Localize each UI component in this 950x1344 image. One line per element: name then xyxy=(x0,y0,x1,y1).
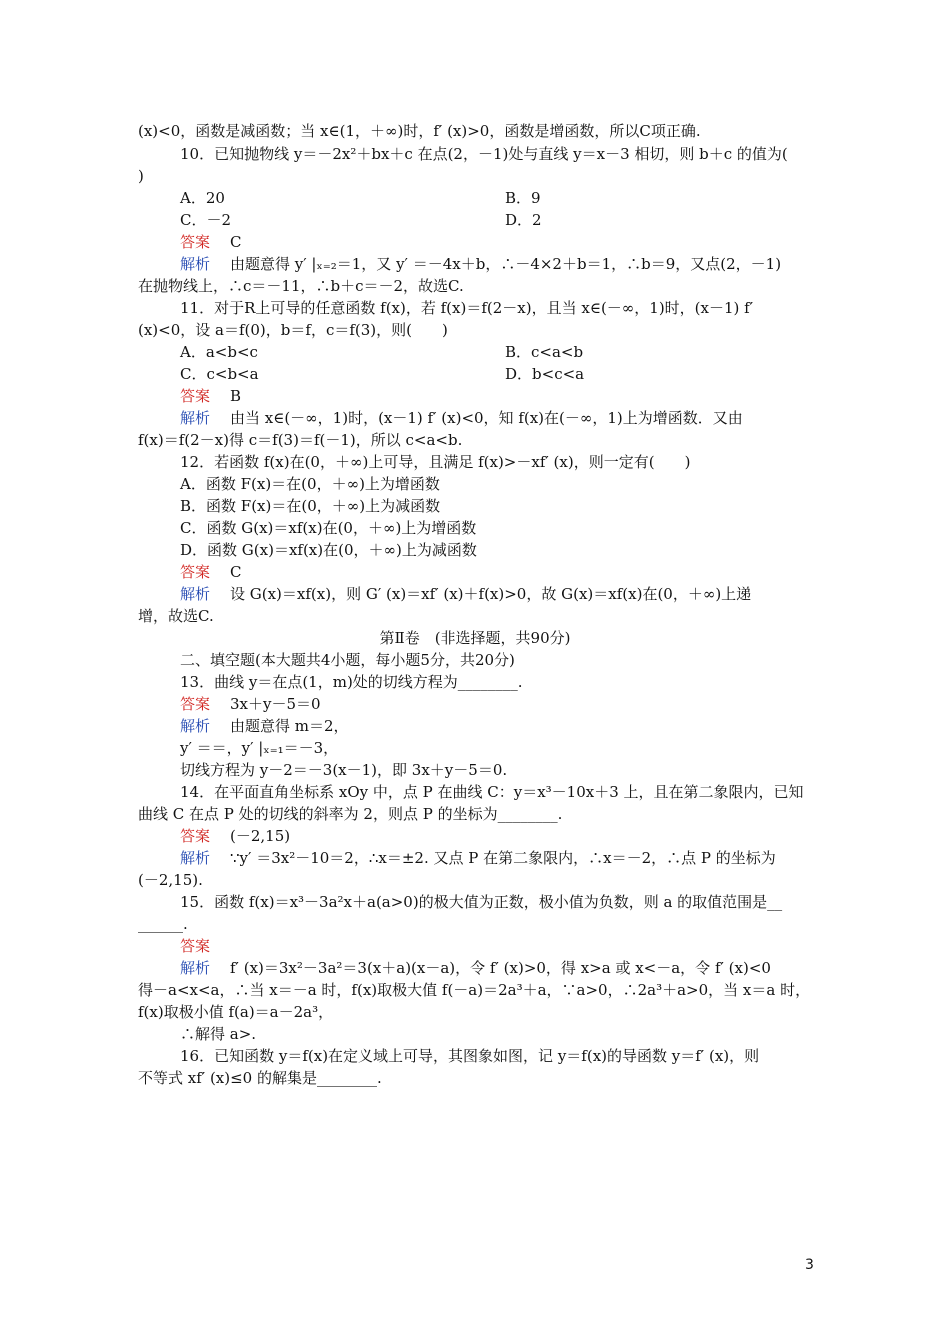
analysis-label: 解析 xyxy=(180,849,211,867)
answer-value: C xyxy=(230,233,242,251)
option-d: D．函数 G(x)＝xf(x)在(0，＋∞)上为减函数 xyxy=(180,541,477,559)
answer-line xyxy=(180,825,860,847)
analysis-line xyxy=(180,715,860,737)
analysis-label: 解析 xyxy=(180,717,211,735)
analysis-label: 解析 xyxy=(180,255,211,273)
text-line: 得－a<x<a，∴当 x＝－a 时，f(x)取极大值 f(－a)＝2a³＋a，∵a>0，∴2a³＋a>0，当 x＝a 时， xyxy=(138,981,811,999)
option-row xyxy=(180,209,860,231)
analysis-line xyxy=(180,957,860,979)
answer-value: 3x＋y－5＝0 xyxy=(230,695,321,713)
question-14: 14．在平面直角坐标系 xOy 中，点 P 在曲线 C：y＝x³－10x＋3 上，且在第二象限内，已知 xyxy=(180,783,804,801)
option-b: B．c<a<b xyxy=(505,343,584,361)
option-row xyxy=(180,363,860,385)
option-c: C．c<b<a xyxy=(180,365,259,383)
answer-line xyxy=(180,231,860,253)
analysis-text: 由题意得 m＝2， xyxy=(230,717,349,735)
analysis-label: 解析 xyxy=(180,585,211,603)
text-line: ______. xyxy=(138,915,188,933)
option-c: C．函数 G(x)＝xf(x)在(0，＋∞)上为增函数 xyxy=(180,519,477,537)
text-line: (x)<0，函数是减函数；当 x∈(1，＋∞)时，f′ (x)>0，函数是增函数，所以C项正确. xyxy=(138,122,701,140)
answer-label: 答案 xyxy=(180,695,211,713)
section-heading: 二、填空题(本大题共4小题，每小题5分，共20分) xyxy=(180,651,515,669)
option-a: A．20 xyxy=(180,189,225,207)
option-a: A．函数 F(x)＝在(0，＋∞)上为增函数 xyxy=(180,475,440,493)
option-a: A．a<b<c xyxy=(180,343,258,361)
answer-label: 答案 xyxy=(180,233,211,251)
answer-label: 答案 xyxy=(180,937,211,955)
question-13: 13．曲线 y＝在点(1，m)处的切线方程为________. xyxy=(180,673,523,691)
analysis-line xyxy=(180,253,860,275)
text-line: 在抛物线上，∴c＝－11，∴b＋c＝－2，故选C. xyxy=(138,277,464,295)
option-row xyxy=(180,341,860,363)
text-line: (x)<0，设 a＝f(0)，b＝f，c＝f(3)，则( ) xyxy=(138,321,448,339)
question-12: 12．若函数 f(x)在(0，＋∞)上可导，且满足 f(x)>－xf′ (x)，则一定有( ) xyxy=(180,453,691,471)
section-title: 第Ⅱ卷 (非选择题，共90分) xyxy=(379,629,571,647)
answer-label: 答案 xyxy=(180,827,211,845)
text-line: f(x)＝f(2－x)得 c＝f(3)＝f(－1)，所以 c<a<b. xyxy=(138,431,463,449)
answer-label: 答案 xyxy=(180,387,211,405)
answer-value: C xyxy=(230,563,242,581)
text-line: f(x)取极小值 f(a)＝a－2a³， xyxy=(138,1003,334,1021)
answer-label: 答案 xyxy=(180,563,211,581)
answer-value: B xyxy=(230,387,242,405)
analysis-label: 解析 xyxy=(180,409,211,427)
question-10: 10．已知抛物线 y＝－2x²＋bx＋c 在点(2，－1)处与直线 y＝x－3 相切，则 b＋c 的值为( xyxy=(180,145,788,163)
option-b: B．函数 F(x)＝在(0，＋∞)上为减函数 xyxy=(180,497,441,515)
analysis-line xyxy=(180,847,860,869)
text-line: ∴解得 a>. xyxy=(180,1025,257,1043)
answer-line xyxy=(180,935,860,957)
text-line: 曲线 C 在点 P 处的切线的斜率为 2，则点 P 的坐标为________. xyxy=(138,805,563,823)
option-d: D．b<c<a xyxy=(505,365,585,383)
answer-line xyxy=(180,561,860,583)
answer-line xyxy=(180,693,860,715)
text-line: 增，故选C. xyxy=(138,607,214,625)
analysis-line xyxy=(180,583,860,605)
option-b: B．9 xyxy=(505,189,541,207)
option-row xyxy=(180,187,860,209)
text-line: 不等式 xf′ (x)≤0 的解集是________. xyxy=(138,1069,382,1087)
text-line: 切线方程为 y－2＝－3(x－1)，即 3x＋y－5＝0. xyxy=(180,761,508,779)
answer-value: (－2,15) xyxy=(230,827,291,845)
question-11: 11．对于R上可导的任意函数 f(x)，若 f(x)＝f(2－x)，且当 x∈(－∞，1)时，(x－1) f′ xyxy=(180,299,754,317)
analysis-text: 设 G(x)＝xf(x)，则 G′ (x)＝xf′ (x)＋f(x)>0，故 G(x)＝xf(x)在(0，＋∞)上递 xyxy=(230,585,752,603)
analysis-line xyxy=(180,407,860,429)
analysis-text: 由当 x∈(－∞，1)时，(x－1) f′ (x)<0，知 f(x)在(－∞，1)上为增函数．又由 xyxy=(230,409,743,427)
text-line: y′ ＝＝，y′ |ₓ₌₁＝－3， xyxy=(180,739,339,757)
analysis-text: f′ (x)＝3x²－3a²＝3(x＋a)(x－a)，令 f′ (x)>0，得 x>a 或 x<－a，令 f′ (x)<0 xyxy=(230,959,771,977)
answer-line xyxy=(180,385,860,407)
analysis-label: 解析 xyxy=(180,959,211,977)
page-number: 3 xyxy=(805,1257,814,1273)
question-15: 15．函数 f(x)＝x³－3a²x＋a(a>0)的极大值为正数，极小值为负数，则 a 的取值范围是__ xyxy=(180,893,783,911)
analysis-text: ∵y′ ＝3x²－10＝2，∴x＝±2. 又点 P 在第二象限内，∴x＝－2，∴点 P 的坐标为 xyxy=(230,849,776,867)
text-line: (－2,15). xyxy=(138,871,203,889)
analysis-text: 由题意得 y′ |ₓ₌₂＝1，又 y′ ＝－4x＋b，∴－4×2＋b＝1，∴b＝9，又点(2，－1) xyxy=(230,255,782,273)
option-c: C．－2 xyxy=(180,211,232,229)
text-line: ) xyxy=(138,167,144,185)
option-d: D．2 xyxy=(505,211,542,229)
question-16: 16．已知函数 y＝f(x)在定义域上可导，其图象如图，记 y＝f(x)的导函数 y＝f′ (x)，则 xyxy=(180,1047,760,1065)
